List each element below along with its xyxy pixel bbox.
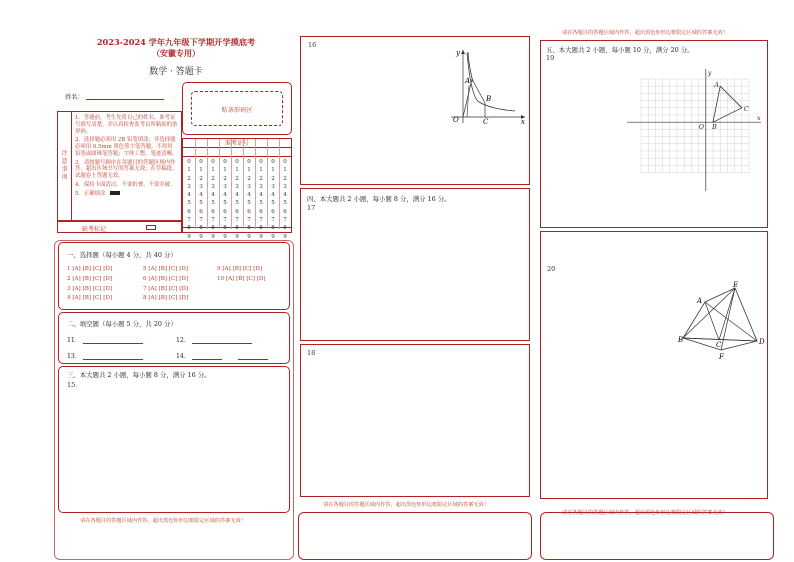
note-item-5: 5．正确填涂 [75, 190, 106, 197]
q16-label-y: y [456, 49, 460, 57]
exam-id-column-divider [255, 139, 256, 229]
exam-id-digit[interactable]: 9 [187, 233, 191, 240]
exam-id-digit[interactable]: 4 [223, 192, 227, 199]
notes-box [57, 111, 182, 221]
q20-label-f: F [719, 353, 724, 361]
warning-right-bottom: 请在各题目的答题区域内作答，超出黑色矩形边框限定区域的答案无效！ [562, 510, 729, 516]
middle-lower-frame[interactable] [298, 512, 532, 560]
exam-id-digit[interactable]: 8 [247, 225, 251, 232]
exam-id-digit[interactable]: 7 [283, 217, 287, 224]
barcode-label: 贴条形码区 [221, 107, 253, 114]
exam-id-digit[interactable]: 9 [211, 233, 215, 240]
warning-middle-bottom: 请在各题目的答题区域内作答，超出黑色矩形边框限定区域的答案无效！ [323, 502, 490, 508]
name-field[interactable] [86, 99, 164, 100]
choice-question[interactable]: 8 [A] [B] [C] [D] [143, 295, 189, 302]
exam-id-digit[interactable]: 2 [187, 175, 191, 182]
exam-id-column-divider [195, 139, 196, 229]
exam-id-digit[interactable]: 0 [271, 159, 275, 165]
exam-id-digit[interactable]: 0 [211, 159, 215, 165]
exam-id-digit[interactable]: 9 [247, 233, 251, 240]
q16-label-b: B [486, 95, 492, 103]
q18-label: 18 [307, 349, 316, 357]
fill-heading: 二、填空题（每小题 5 分，共 20 分） [67, 320, 177, 328]
filled-sample [110, 191, 120, 195]
exam-id-digit[interactable]: 0 [247, 159, 251, 165]
exam-id-column-divider [231, 139, 232, 229]
exam-id-column-divider [267, 139, 268, 229]
exam-id-box [182, 138, 292, 240]
exam-id-digit[interactable]: 8 [259, 225, 263, 232]
exam-id-digit[interactable]: 6 [199, 208, 203, 215]
exam-id-digit[interactable]: 6 [223, 208, 227, 215]
name-label: 姓名： [65, 94, 84, 101]
q16-label-a: A [465, 77, 471, 85]
q20-label-e: E [733, 281, 739, 289]
q20-box[interactable] [540, 231, 768, 499]
choice-question[interactable]: 5 [A] [B] [C] [D] [143, 266, 189, 272]
q16-label-c: C [483, 118, 489, 126]
q16-segment-ac [467, 85, 469, 117]
q16-box[interactable] [300, 36, 530, 185]
barcode-area [182, 82, 292, 135]
exam-id-digit[interactable]: 2 [199, 175, 203, 182]
q20-line-ac [705, 302, 719, 340]
q17-box[interactable] [300, 188, 530, 341]
q20-label-a: A [697, 297, 703, 305]
exam-id-digit[interactable]: 1 [271, 167, 275, 174]
exam-id-digit[interactable]: 9 [271, 233, 275, 240]
exam-id-digit[interactable]: 0 [259, 159, 263, 165]
exam-id-digit-grid[interactable] [183, 157, 291, 240]
exam-id-digit[interactable]: 5 [187, 200, 191, 207]
left-outer-frame [54, 240, 294, 560]
exam-id-digit[interactable]: 3 [223, 183, 227, 190]
exam-id-digit[interactable]: 6 [271, 208, 275, 215]
exam-id-digit[interactable]: 8 [199, 225, 203, 232]
exam-id-digit[interactable]: 5 [211, 200, 215, 207]
q18-box[interactable] [300, 344, 530, 497]
exam-id-digit[interactable]: 0 [187, 159, 191, 165]
exam-id-digit[interactable]: 1 [247, 167, 251, 174]
exam-id-digit[interactable]: 0 [223, 159, 227, 165]
exam-id-column-divider [243, 139, 244, 229]
exam-id-digit[interactable]: 2 [211, 175, 215, 182]
exam-id-digit[interactable]: 4 [199, 192, 203, 199]
exam-id-digit[interactable]: 8 [271, 225, 275, 232]
exam-id-digit[interactable]: 1 [223, 167, 227, 174]
exam-id-digit[interactable]: 6 [235, 208, 239, 215]
exam-id-digit[interactable]: 8 [187, 225, 191, 232]
choice-question[interactable]: 9 [A] [B] [C] [D] [217, 266, 263, 272]
choice-question[interactable]: 10 [A] [B] [C] [D] [217, 275, 266, 282]
choice-question[interactable]: 7 [A] [B] [C] [D] [143, 285, 189, 292]
choice-question[interactable]: 2 [A] [B] [C] [D] [67, 275, 113, 282]
exam-id-digit[interactable]: 8 [235, 225, 239, 232]
exam-id-title: 准考证号 [183, 139, 291, 148]
exam-id-digit[interactable]: 1 [211, 167, 215, 174]
choice-question[interactable]: 3 [A] [B] [C] [D] [67, 285, 113, 292]
exam-id-digit[interactable]: 5 [235, 200, 239, 207]
exam-id-column-divider [207, 139, 208, 229]
exam-id-digit[interactable]: 7 [259, 217, 263, 224]
absent-mark-row [57, 221, 182, 233]
q19-label-x: x [757, 114, 761, 123]
exam-id-digit[interactable]: 9 [223, 233, 227, 240]
q12-label: 12． [176, 337, 191, 344]
exam-id-digit[interactable]: 3 [271, 183, 275, 190]
exam-id-digit[interactable]: 4 [235, 192, 239, 199]
absent-mark-checkbox[interactable] [146, 225, 156, 230]
exam-id-digit[interactable]: 5 [199, 200, 203, 207]
section3-heading: 三、本大题共 2 小题，每小题 8 分，满分 16 分。 [67, 371, 211, 379]
exam-id-digit[interactable]: 1 [199, 167, 203, 174]
section4-heading: 四、本大题共 2 小题，每小题 8 分，满分 16 分。 [307, 195, 451, 203]
exam-id-digit[interactable]: 6 [187, 208, 191, 215]
exam-id-digit[interactable]: 5 [247, 200, 251, 207]
exam-id-digit[interactable]: 9 [283, 233, 287, 240]
warning-left-bottom: 请在各题目的答题区域内作答，超出黑色矩形边框限定区域的答案无效！ [80, 518, 247, 524]
exam-id-digit[interactable]: 1 [259, 167, 263, 174]
q19-label-o: O [698, 123, 705, 132]
q11-label: 11． [67, 337, 82, 344]
exam-title: 2023-2024 学年九年级下学期开学摸底考 [96, 37, 256, 47]
exam-id-digit[interactable]: 5 [271, 200, 275, 207]
q20-label-c: C [716, 341, 722, 349]
exam-id-digit[interactable]: 2 [259, 175, 263, 182]
exam-id-digit[interactable]: 2 [271, 175, 275, 182]
exam-id-digit[interactable]: 4 [211, 192, 215, 199]
exam-id-digit[interactable]: 0 [235, 159, 239, 165]
exam-id-digit[interactable]: 8 [211, 225, 215, 232]
exam-id-digit[interactable]: 6 [259, 208, 263, 215]
note-item-1: 1．答题前，考生先将自己的姓名、准考证号填写清楚，并认真检查监考员所粘贴的条形码； [75, 115, 178, 135]
choice-question[interactable]: 4 [A] [B] [C] [D] [67, 295, 113, 302]
exam-id-digit[interactable]: 7 [199, 217, 203, 224]
exam-id-digit[interactable]: 6 [247, 208, 251, 215]
q20-line-fd [721, 341, 757, 350]
exam-id-digit[interactable]: 4 [259, 192, 263, 199]
exam-id-digit[interactable]: 3 [283, 183, 287, 190]
exam-id-digit[interactable]: 8 [283, 225, 287, 232]
exam-id-digit[interactable]: 3 [187, 183, 191, 190]
q20-label-b: B [678, 336, 684, 344]
q14-label: 14． [176, 353, 191, 360]
exam-id-digit[interactable]: 4 [187, 192, 191, 199]
q19-label-y: y [707, 69, 712, 77]
exam-id-digit[interactable]: 4 [247, 192, 251, 199]
q19-label-b: B [712, 123, 717, 132]
exam-id-digit[interactable]: 7 [187, 217, 191, 224]
exam-id-digit[interactable]: 3 [199, 183, 203, 190]
q16-label-o: O [453, 116, 459, 124]
exam-id-digit[interactable]: 7 [211, 217, 215, 224]
exam-id-digit[interactable]: 1 [235, 167, 239, 174]
exam-id-write-row [183, 148, 291, 157]
exam-id-digit[interactable]: 7 [223, 217, 227, 224]
exam-id-digit[interactable]: 3 [235, 183, 239, 190]
choice-heading: 一、选择题（每小题 4 分，共 40 分） [67, 251, 177, 259]
q20-figure [679, 280, 767, 366]
exam-id-digit[interactable]: 5 [259, 200, 263, 207]
exam-id-digit[interactable]: 4 [283, 192, 287, 199]
exam-id-digit[interactable]: 5 [283, 200, 287, 207]
exam-id-digit[interactable]: 7 [247, 217, 251, 224]
exam-id-digit[interactable]: 1 [283, 167, 287, 174]
q19-label-a: A [714, 81, 719, 90]
exam-id-digit[interactable]: 6 [211, 208, 215, 215]
exam-id-digit[interactable]: 2 [235, 175, 239, 182]
q19-label-c: C [743, 104, 749, 113]
exam-id-digit[interactable]: 3 [211, 183, 215, 190]
exam-id-column-divider [279, 139, 280, 229]
exam-id-digit[interactable]: 1 [187, 167, 191, 174]
exam-id-digit[interactable]: 9 [259, 233, 263, 240]
exam-id-digit[interactable]: 7 [271, 217, 275, 224]
exam-id-digit[interactable]: 2 [223, 175, 227, 182]
section5-heading: 五、本大题共 2 小题，每小题 10 分，满分 20 分。 [546, 46, 694, 54]
q15-label: 15． [67, 381, 82, 389]
notes-title: 注意事项 [61, 150, 68, 181]
exam-id-digit[interactable]: 6 [283, 208, 287, 215]
q19-box[interactable] [540, 40, 768, 228]
exam-id-digit[interactable]: 9 [199, 233, 203, 240]
q20-label-d: D [759, 338, 765, 346]
choice-question[interactable]: 1 [A] [B] [C] [D] [67, 266, 113, 272]
note-item-2: 2．选择题必须用 2B 铅笔填涂；非选择题必须用 0.5mm 黑色签字笔答题，不得用铅笔或圆珠笔答题；字体工整、笔迹清晰。 [75, 137, 178, 157]
absent-mark-label: 缺考标记 [82, 226, 107, 233]
note-item-3: 3．请按题号顺序在各题目的答题区域内作答，超出区域书写的答案无效；在草稿纸、试题卷上答题无效。 [75, 159, 178, 179]
exam-id-digit[interactable]: 3 [259, 183, 263, 190]
right-lower-frame[interactable] [540, 512, 774, 560]
exam-id-digit[interactable]: 0 [199, 159, 203, 165]
warning-right-top: 请在各题目的答题区域内作答，超出黑色矩形边框限定区域的答案无效！ [562, 30, 729, 36]
q16-label: 16 [308, 41, 317, 49]
q13-label: 13． [67, 353, 82, 360]
exam-id-digit[interactable]: 3 [247, 183, 251, 190]
q16-segment-ab [472, 79, 485, 103]
q16-figure [449, 47, 529, 125]
exam-id-digit[interactable]: 4 [271, 192, 275, 199]
q19-label: 19 [546, 54, 555, 62]
exam-id-digit[interactable]: 8 [223, 225, 227, 232]
exam-id-column-divider [219, 139, 220, 229]
exam-id-digit[interactable]: 2 [283, 175, 287, 182]
answer-card-title: 数学 · 答题卡 [149, 67, 203, 77]
q20-label: 20 [547, 265, 556, 273]
exam-id-digit[interactable]: 0 [283, 159, 287, 165]
q17-label: 17 [307, 204, 316, 212]
exam-id-digit[interactable]: 7 [235, 217, 239, 224]
note-item-4: 4．保持卡面清洁，不要折叠、不要弄破。 [75, 181, 176, 188]
q16-label-x: x [521, 118, 525, 126]
exam-id-digit[interactable]: 2 [247, 175, 251, 182]
q19-figure [627, 69, 763, 191]
exam-id-digit[interactable]: 9 [235, 233, 239, 240]
exam-id-digit[interactable]: 5 [223, 200, 227, 207]
exam-subtitle: （安徽专用） [152, 48, 200, 58]
choice-question[interactable]: 6 [A] [B] [C] [D] [143, 275, 189, 282]
